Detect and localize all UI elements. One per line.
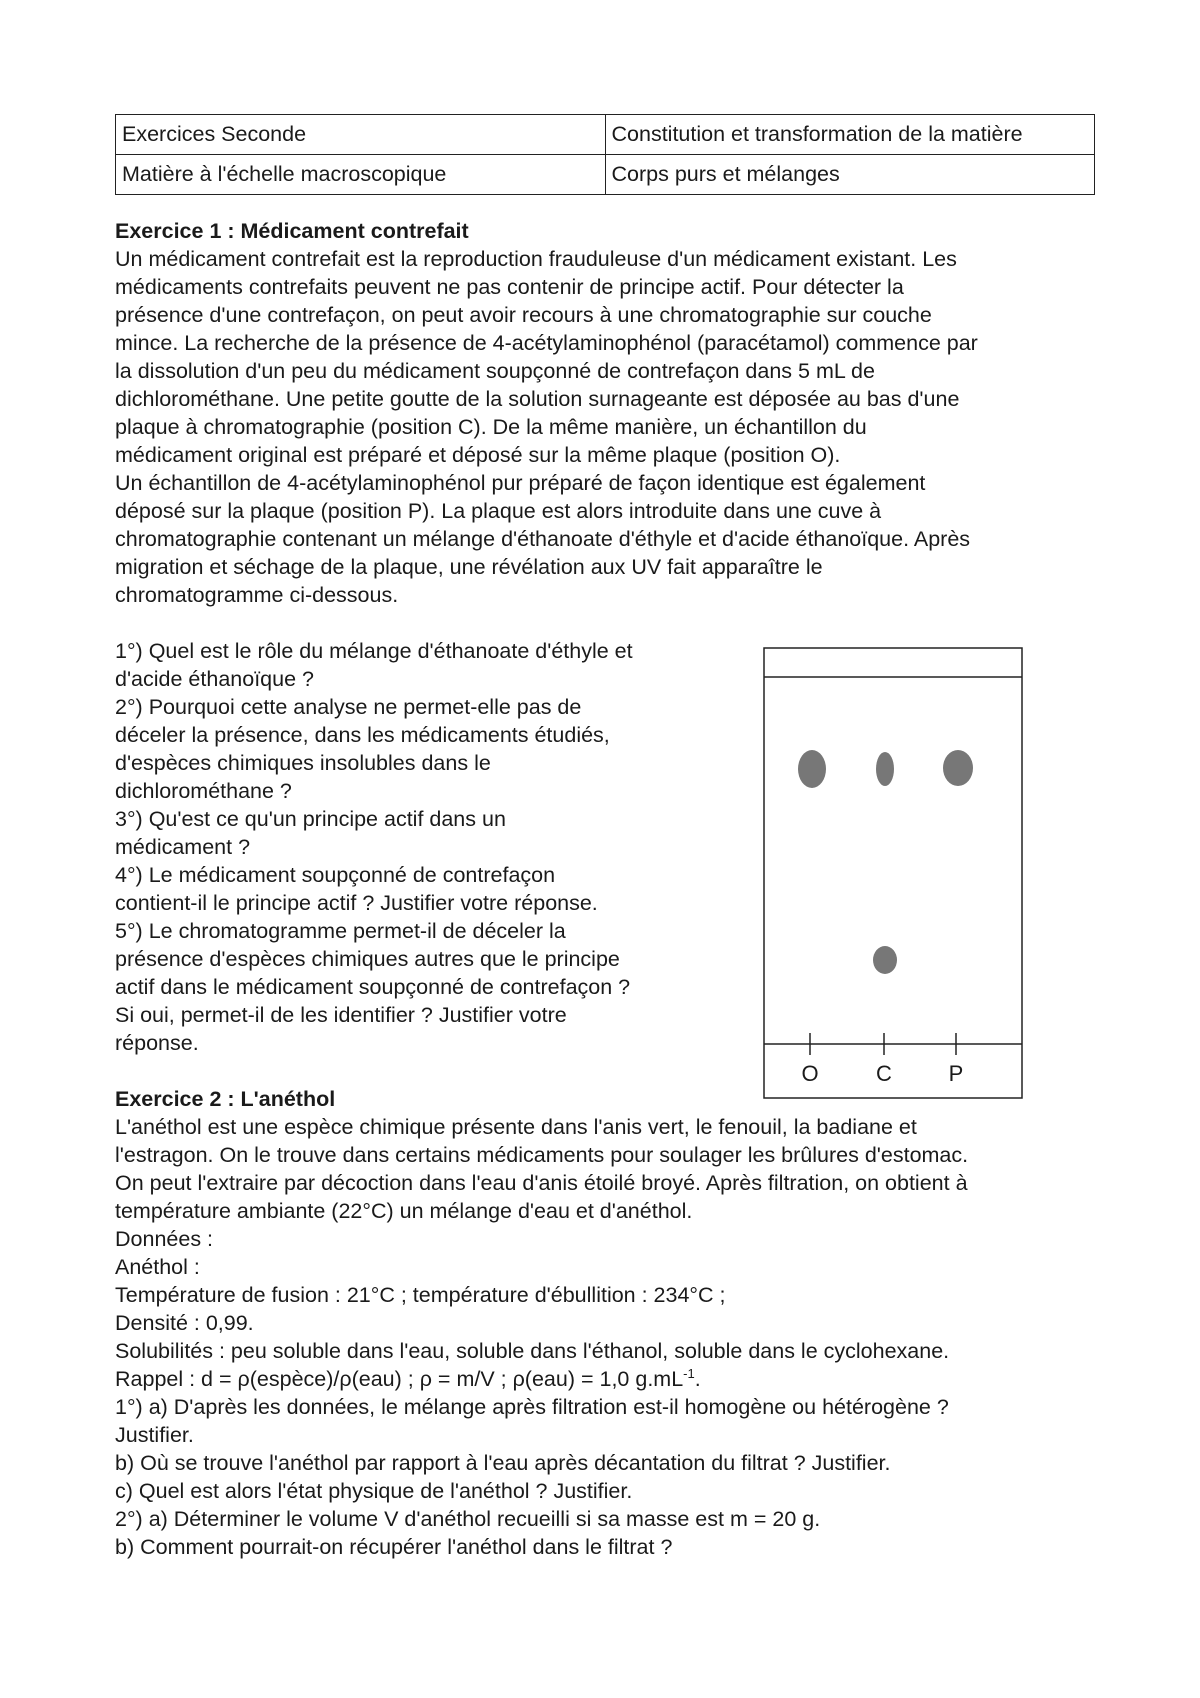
spot-p [943, 750, 973, 786]
spot-o [798, 750, 826, 788]
text-line: migration et séchage de la plaque, une révélation aux UV fait apparaître le [115, 555, 823, 579]
exercise-1-questions-area [115, 637, 1095, 1086]
label-p: P [948, 1061, 964, 1086]
exercise-1-title: Exercice 1 : Médicament contrefait [115, 219, 469, 243]
rappel-end: . [694, 1367, 701, 1391]
question-line: contient-il le principe actif ? Justifier votre réponse. [115, 891, 598, 915]
question-line: dichlorométhane ? [115, 779, 292, 803]
question-line: actif dans le médicament soupçonné de contrefaçon ? [115, 975, 631, 999]
rappel-line [115, 1365, 1095, 1393]
spot-c-lower [873, 946, 897, 974]
text-line: Un échantillon de 4-acétylaminophénol pur préparé de façon identique est également [115, 471, 926, 495]
question-line: 5°) Le chromatogramme permet-il de déceler la [115, 919, 566, 943]
exercise-1 [115, 217, 1095, 1086]
text-line: Données : [115, 1227, 214, 1251]
exercise-2 [115, 1085, 1095, 1561]
text-line: mince. La recherche de la présence de 4-acétylaminophénol (paracétamol) commence par [115, 331, 978, 355]
question-line: b) Comment pourrait-on récupérer l'anéthol dans le filtrat ? [115, 1535, 673, 1559]
rappel-text: Rappel : d = ρ(espèce)/ρ(eau) ; ρ = m/V ; ρ(eau) = 1,0 g.mL [115, 1367, 684, 1391]
text-line: plaque à chromatographie (position C). De la même manière, un échantillon du [115, 415, 867, 439]
question-line: déceler la présence, dans les médicaments étudiés, [115, 723, 610, 747]
text-line: L'anéthol est une espèce chimique présente dans l'anis vert, le fenouil, la badiane et [115, 1115, 917, 1139]
exercise-1-intro [115, 245, 1095, 609]
text-line: Solubilités : peu soluble dans l'eau, soluble dans l'éthanol, soluble dans le cyclohexane. [115, 1339, 950, 1363]
exercise-2-title: Exercice 2 : L'anéthol [115, 1087, 336, 1111]
question-line: médicament ? [115, 835, 251, 859]
header-cell-topic: Corps purs et mélanges [605, 155, 1095, 195]
text-line: déposé sur la plaque (position P). La plaque est alors introduite dans une cuve à [115, 499, 882, 523]
header-cell-theme: Constitution et transformation de la matière [605, 115, 1095, 155]
rappel-exponent: -1 [683, 1365, 695, 1381]
document-page [115, 114, 1095, 1561]
text-line: température ambiante (22°C) un mélange d'eau et d'anéthol. [115, 1199, 693, 1223]
plate-outline [764, 648, 1022, 1098]
text-line: Densité : 0,99. [115, 1311, 254, 1335]
question-line: 1°) Quel est le rôle du mélange d'éthanoate d'éthyle et [115, 639, 633, 663]
spot-c-upper [876, 752, 894, 786]
header-cell-level: Exercices Seconde [116, 115, 606, 155]
text-line: On peut l'extraire par décoction dans l'eau d'anis étoilé broyé. Après filtration, on obtient à [115, 1171, 968, 1195]
text-line: médicament original est préparé et déposé sur la même plaque (position O). [115, 443, 841, 467]
text-line: dichlorométhane. Une petite goutte de la solution surnageante est déposée au bas d'une [115, 387, 960, 411]
question-line: d'espèces chimiques insolubles dans le [115, 751, 491, 775]
question-line: 1°) a) D'après les données, le mélange après filtration est-il homogène ou hétérogène ? [115, 1395, 949, 1419]
exercise-1-questions [115, 637, 715, 1057]
question-line: réponse. [115, 1031, 199, 1055]
question-line: 2°) Pourquoi cette analyse ne permet-elle pas de [115, 695, 582, 719]
question-line: Si oui, permet-il de les identifier ? Justifier votre [115, 1003, 567, 1027]
label-o: O [801, 1061, 819, 1086]
question-line: 4°) Le médicament soupçonné de contrefaçon [115, 863, 556, 887]
text-line: la dissolution d'un peu du médicament soupçonné de contrefaçon dans 5 mL de [115, 359, 875, 383]
header-cell-chapter: Matière à l'échelle macroscopique [116, 155, 606, 195]
text-line: présence d'une contrefaçon, on peut avoir recours à une chromatographie sur couche [115, 303, 932, 327]
question-line: Justifier. [115, 1423, 194, 1447]
text-line: chromatogramme ci-dessous. [115, 583, 399, 607]
header-table [115, 114, 1095, 195]
text-line: Anéthol : [115, 1255, 200, 1279]
question-line: c) Quel est alors l'état physique de l'anéthol ? Justifier. [115, 1479, 633, 1503]
header-row [116, 155, 1095, 195]
question-line: b) Où se trouve l'anéthol par rapport à l'eau après décantation du filtrat ? Justifier. [115, 1451, 891, 1475]
text-line: chromatographie contenant un mélange d'éthanoate d'éthyle et d'acide éthanoïque. Après [115, 527, 971, 551]
question-line: 2°) a) Déterminer le volume V d'anéthol recueilli si sa masse est m = 20 g. [115, 1507, 821, 1531]
chromatogram-plate [763, 637, 1025, 1099]
text-line: Température de fusion : 21°C ; température d'ébullition : 234°C ; [115, 1283, 726, 1307]
text-line: Un médicament contrefait est la reproduction frauduleuse d'un médicament existant. Les [115, 247, 957, 271]
question-line: 3°) Qu'est ce qu'un principe actif dans un [115, 807, 506, 831]
question-line: d'acide éthanoïque ? [115, 667, 314, 691]
question-line: présence d'espèces chimiques autres que le principe [115, 947, 620, 971]
text-line: l'estragon. On le trouve dans certains médicaments pour soulager les brûlures d'estomac. [115, 1143, 969, 1167]
label-c: C [876, 1061, 892, 1086]
header-row [116, 115, 1095, 155]
text-line: médicaments contrefaits peuvent ne pas contenir de principe actif. Pour détecter la [115, 275, 904, 299]
